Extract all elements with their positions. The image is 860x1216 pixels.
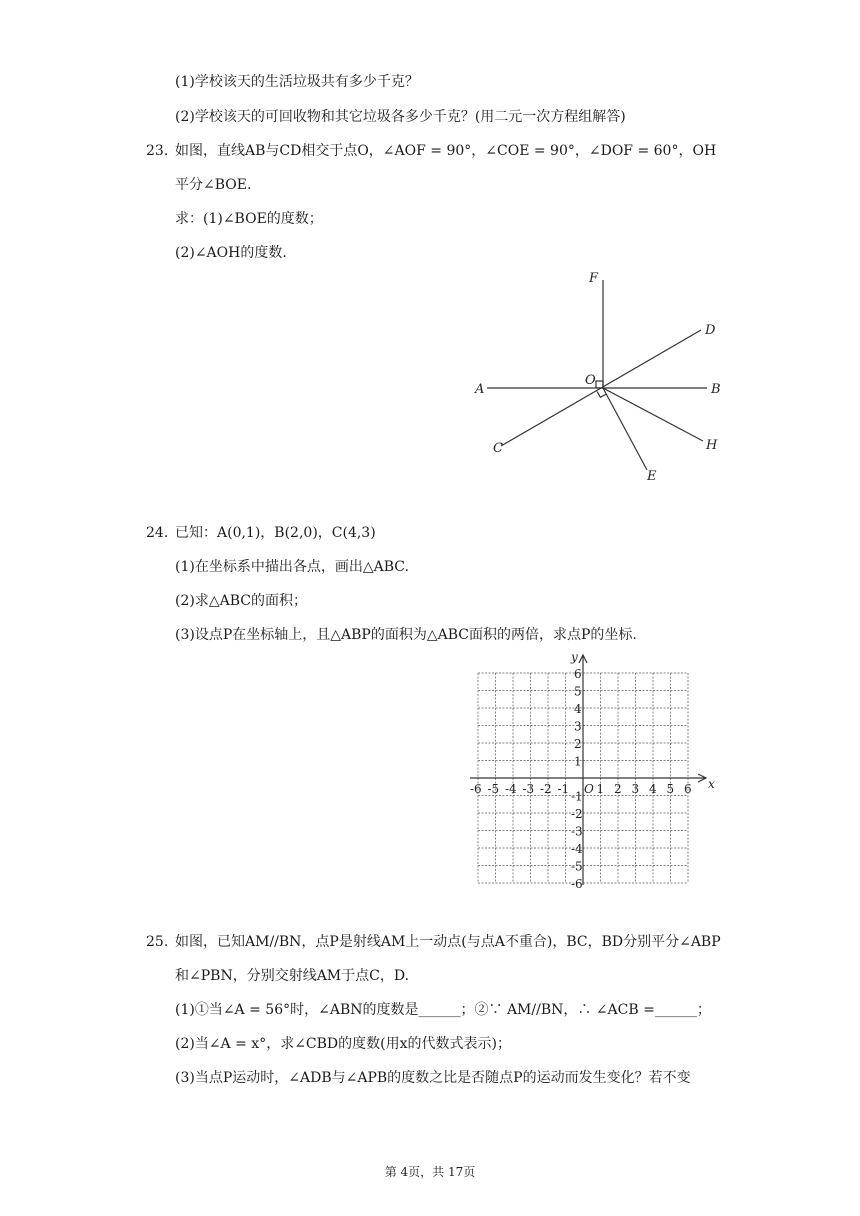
- x-tick-label: 5: [666, 782, 675, 796]
- label-b: B: [711, 382, 721, 397]
- y-tick-label: 2: [574, 737, 582, 751]
- q24-line1: 已知：A(0,1)，B(2,0)，C(4,3): [175, 525, 376, 541]
- y-tick-label: -3: [571, 824, 583, 839]
- q24-line2: (1)在坐标系中描出各点，画出△ABC.: [175, 559, 409, 575]
- y-tick-label: -4: [571, 842, 583, 856]
- q23-angle-figure: [465, 266, 735, 486]
- label-c: C: [493, 441, 503, 456]
- q24-line4: (3)设点P在坐标轴上，且△ABP的面积为△ABC面积的两倍，求点P的坐标.: [175, 627, 637, 643]
- label-e: E: [647, 469, 657, 484]
- x-tick-label: -3: [522, 782, 535, 796]
- x-axis-label: x: [708, 777, 715, 791]
- y-tick-label: -6: [571, 877, 583, 891]
- q22-sub1: (1)学校该天的生活垃圾共有多少千克？: [175, 74, 419, 90]
- x-tick-label: 1: [596, 782, 605, 796]
- q25-line4: (2)当∠A = x°，求∠CBD的度数(用x的代数式表示)；: [175, 1036, 511, 1052]
- page-footer: 第 4页，共 17页: [384, 1165, 476, 1179]
- q23-number: 23.: [146, 143, 169, 159]
- y-tick-label: 4: [574, 702, 582, 716]
- y-tick-label: -2: [571, 807, 583, 821]
- q23-line4: (2)∠AOH的度数.: [175, 245, 287, 261]
- origin-label: O: [584, 782, 594, 796]
- y-tick-label: 5: [574, 684, 582, 699]
- y-tick-label: 1: [574, 754, 582, 769]
- coordinate-grid: [470, 648, 730, 892]
- label-o: O: [585, 373, 596, 388]
- y-tick-label: 3: [574, 719, 582, 734]
- q25-line3: (1)①当∠A = 56°时，∠ABN的度数是______；②∵ AM//BN，∴ ∠ACB =______；: [175, 1002, 711, 1018]
- x-tick-label: 2: [614, 782, 622, 796]
- q22-sub2: (2)学校该天的可回收物和其它垃圾各多少千克？(用二元一次方程组解答): [175, 109, 626, 125]
- label-f: F: [589, 271, 599, 286]
- x-tick-label: 6: [684, 782, 692, 796]
- q24-line3: (2)求△ABC的面积；: [175, 593, 307, 609]
- y-tick-label: -5: [571, 859, 583, 874]
- q23-line3: 求：(1)∠BOE的度数；: [175, 211, 323, 227]
- y-tick-label: 6: [574, 667, 582, 681]
- q23-line2: 平分∠BOE.: [175, 177, 252, 193]
- label-h: H: [706, 438, 718, 453]
- x-tick-label: -5: [487, 782, 500, 796]
- label-d: D: [705, 323, 716, 338]
- x-tick-label: 4: [649, 782, 657, 796]
- label-a: A: [475, 382, 485, 397]
- ray-oh: [603, 388, 703, 441]
- q25-line1: 如图，已知AM//BN，点P是射线AM上一动点(与点A不重合)，BC，BD分别平分∠ABP: [175, 934, 721, 950]
- x-tick-label: -6: [470, 782, 482, 796]
- q23-line1: 如图，直线AB与CD相交于点O，∠AOF = 90°，∠COE = 90°，∠DOF = 60°，OH: [175, 143, 717, 159]
- x-tick-label: -1: [557, 782, 570, 796]
- x-tick-label: -4: [505, 782, 517, 796]
- x-tick-label: 3: [631, 782, 640, 796]
- x-tick-label: -2: [540, 782, 552, 796]
- q25-number: 25.: [146, 934, 169, 950]
- q25-line5: (3)当点P运动时，∠ADB与∠APB的度数之比是否随点P的运动而发生变化？若不变: [175, 1070, 691, 1086]
- q25-line2: 和∠PBN，分别交射线AM于点C，D.: [175, 968, 410, 984]
- y-axis-label: y: [571, 650, 578, 664]
- q24-number: 24.: [146, 525, 169, 541]
- y-tick-label: -1: [571, 789, 583, 804]
